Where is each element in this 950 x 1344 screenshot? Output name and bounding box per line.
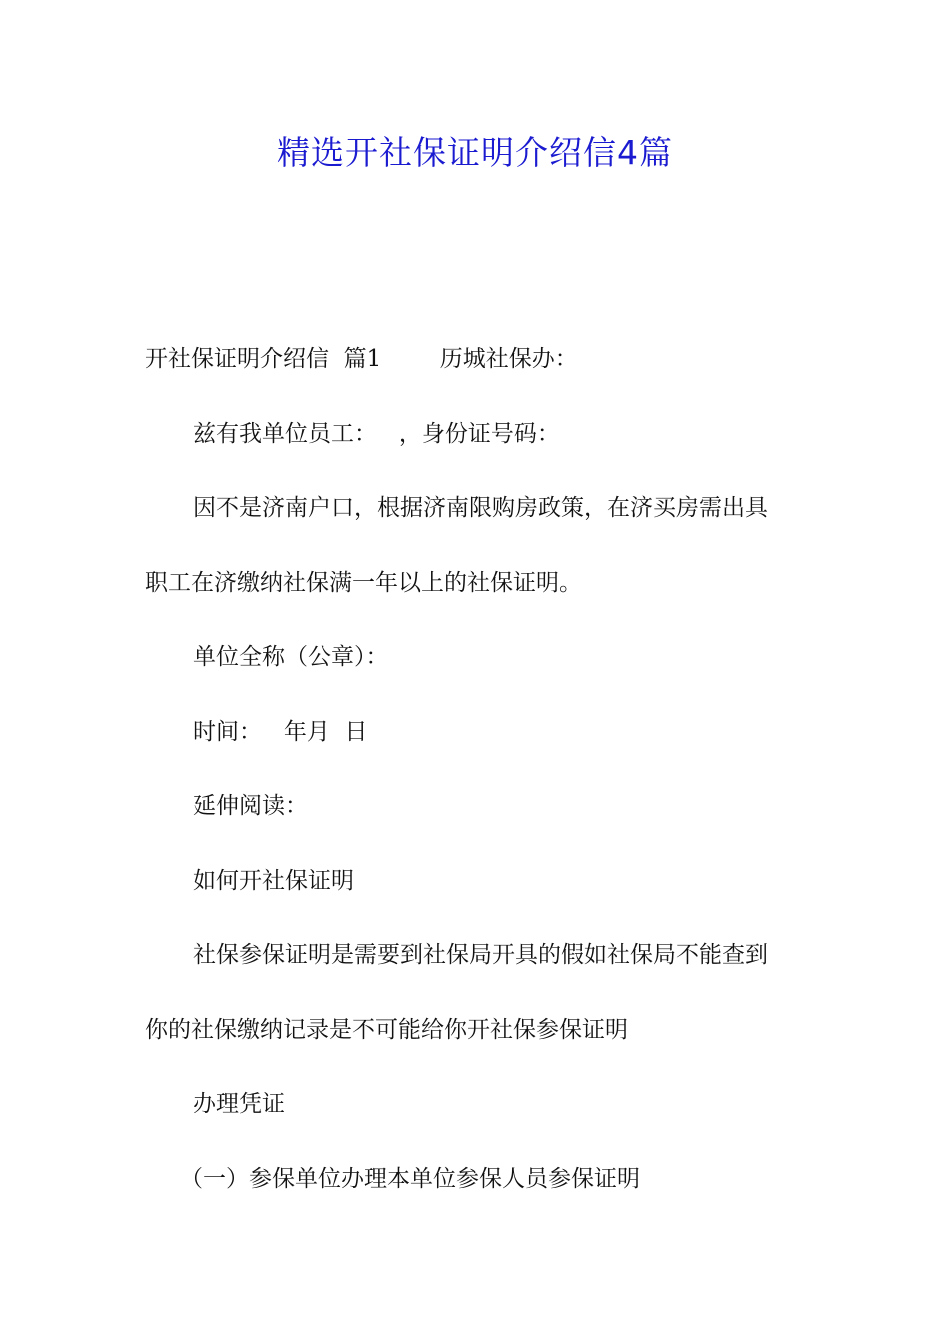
paragraph-certificate-line-2: 你的社保缴纳记录是不可能给你开社保参保证明 xyxy=(145,1017,628,1043)
paragraph-how-to: 如何开社保证明 xyxy=(193,868,354,894)
paragraph-handling-credentials: 办理凭证 xyxy=(193,1091,285,1117)
paragraph-reason-line-1: 因不是济南户口，根据济南限购房政策，在济买房需出具 xyxy=(193,495,768,521)
paragraph-unit-name: 单位全称（公章）： xyxy=(193,644,389,670)
paragraph-employee-line: 兹有我单位员工： ，身份证号码： xyxy=(193,421,560,447)
paragraph-certificate-line-1: 社保参保证明是需要到社保局开具的假如社保局不能查到 xyxy=(193,942,768,968)
paragraph-extended-reading: 延伸阅读： xyxy=(193,793,308,819)
paragraph-date: 时间： 年月 日 xyxy=(193,719,368,745)
paragraph-heading-line: 开社保证明介绍信 篇1 历城社保办： xyxy=(145,346,578,372)
paragraph-item-1: （一）参保单位办理本单位参保人员参保证明 xyxy=(180,1166,640,1192)
paragraph-reason-line-2: 职工在济缴纳社保满一年以上的社保证明。 xyxy=(145,570,582,596)
document-title: 精选开社保证明介绍信4篇 xyxy=(277,133,673,172)
